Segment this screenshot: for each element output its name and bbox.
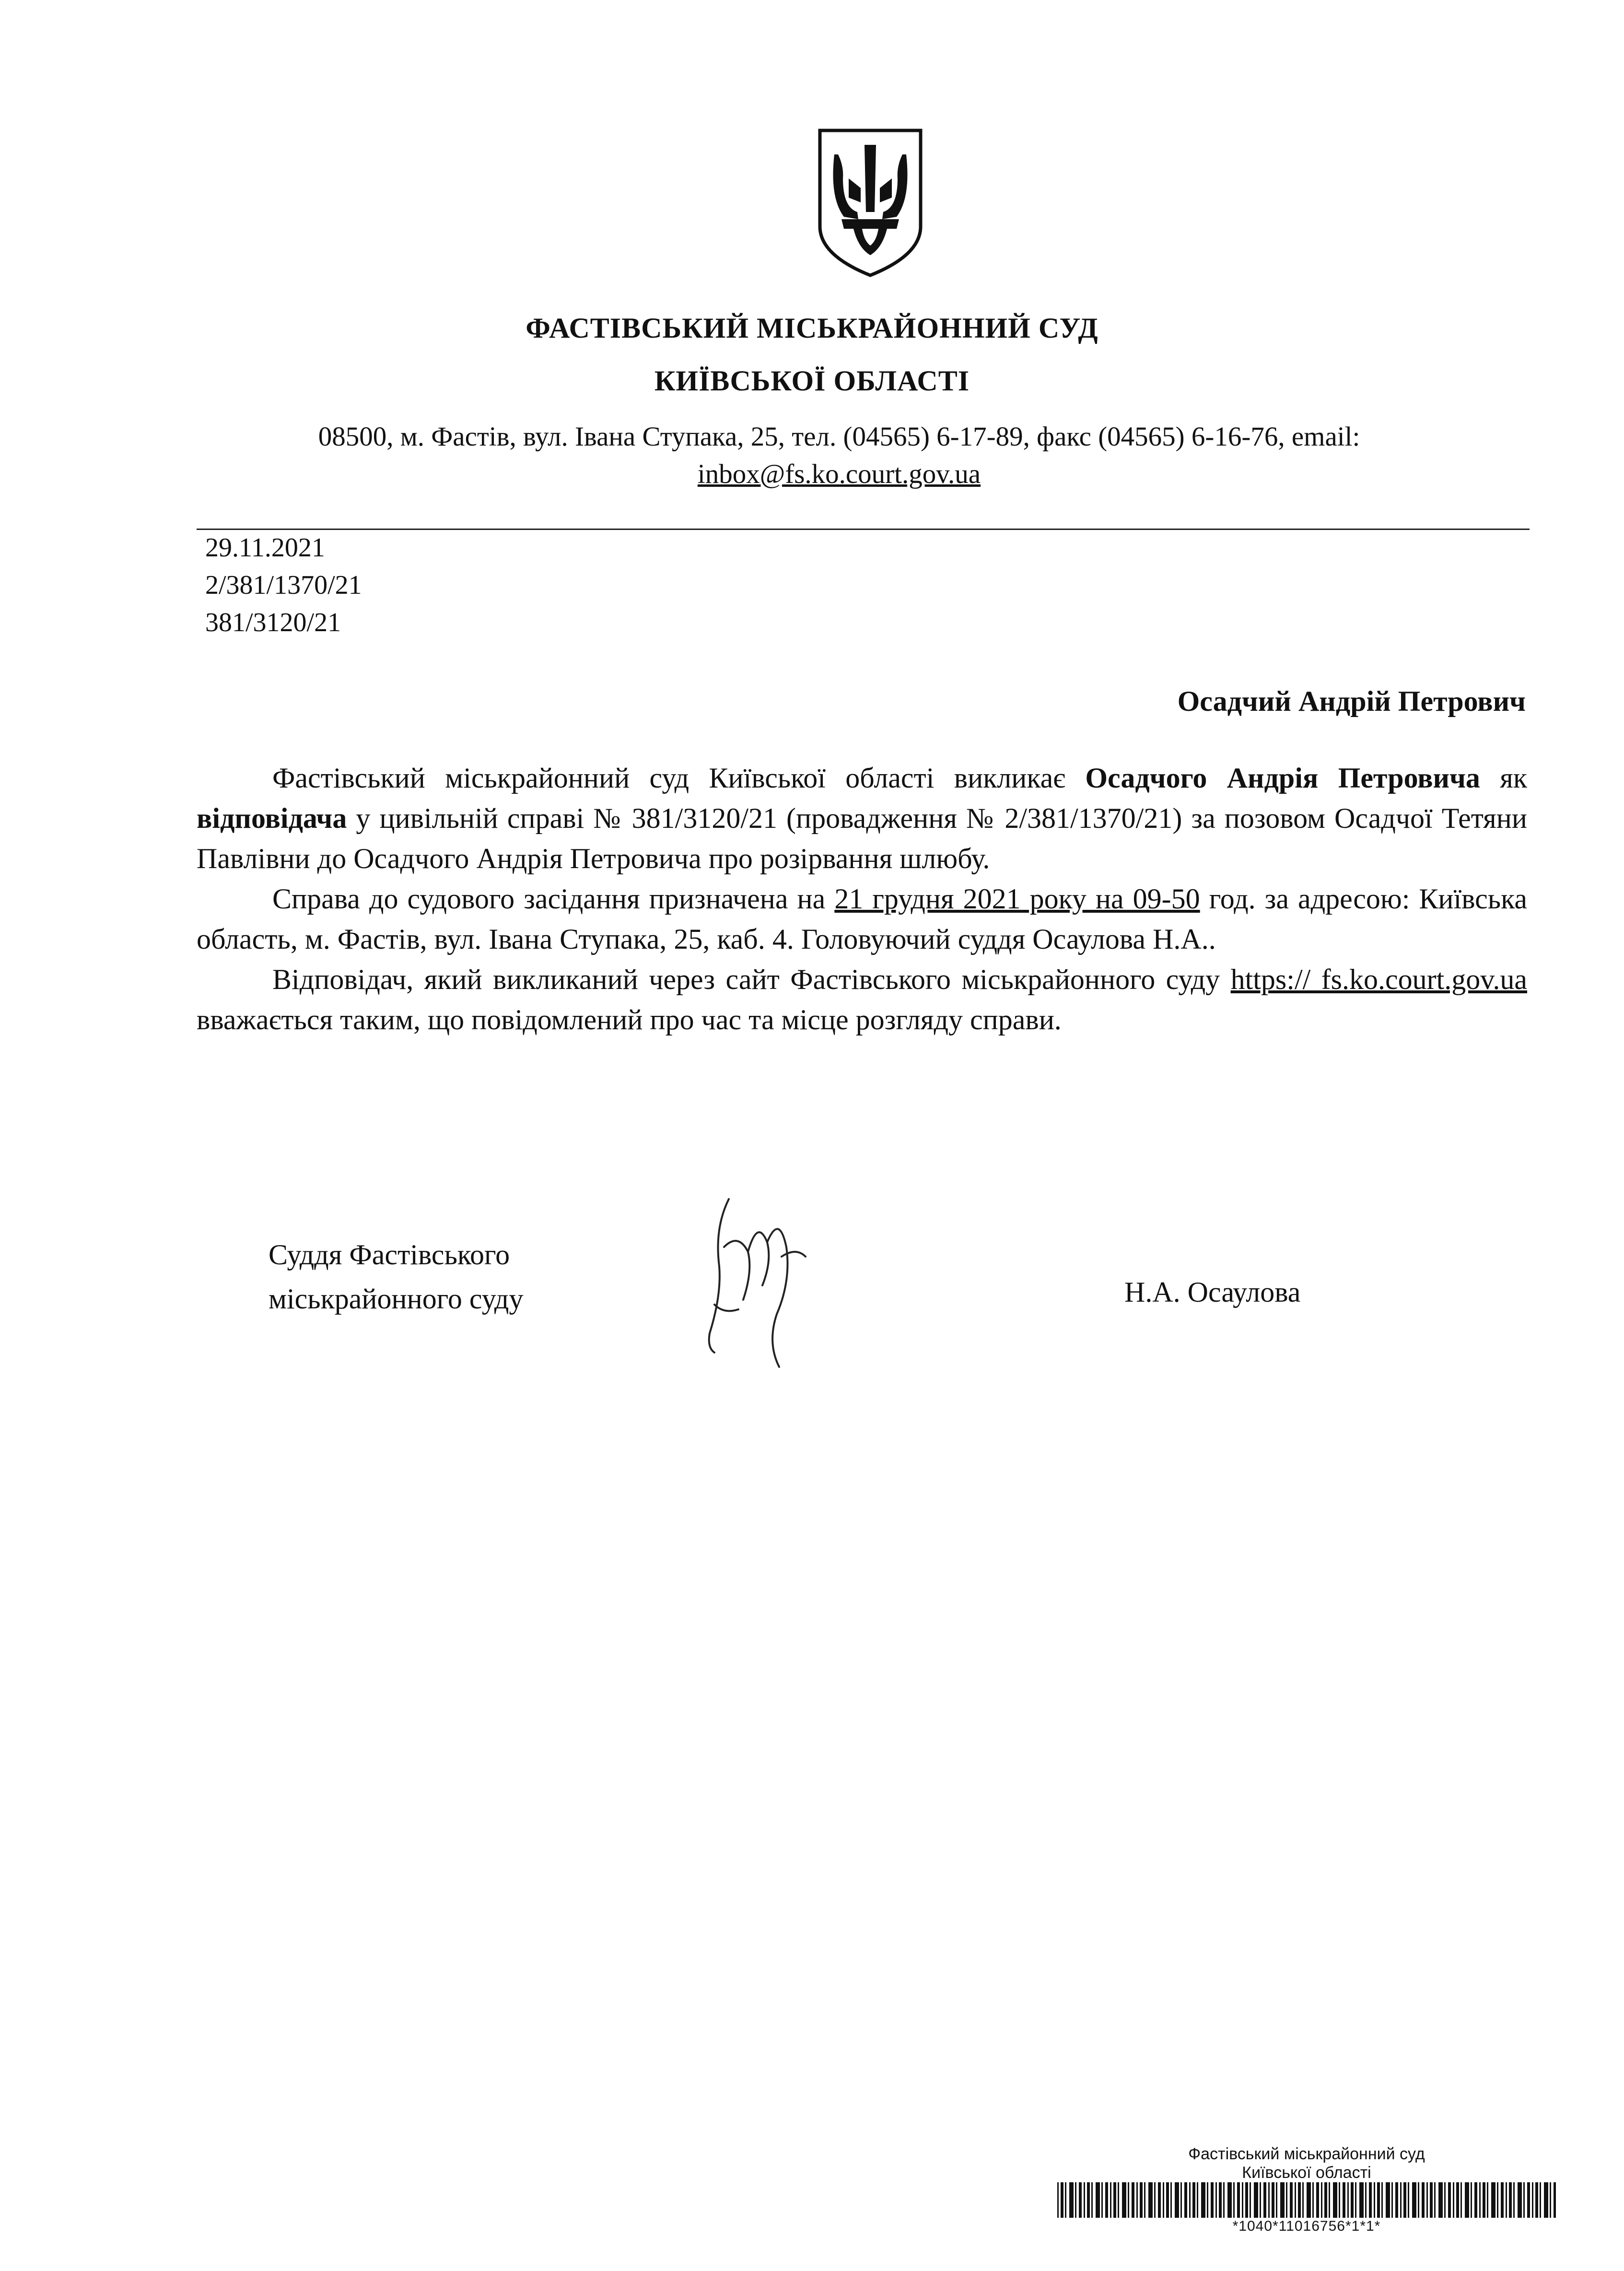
stamp-court-region: Київської області — [1242, 2164, 1371, 2182]
paragraph-text: як — [1500, 762, 1527, 794]
judge-title — [269, 1233, 523, 1321]
stamp-court-name: Фастівський міськрайонний суд — [1188, 2145, 1425, 2163]
judge-title-line: міськрайонного суду — [269, 1283, 524, 1315]
judge-title-line: Суддя Фастівського — [269, 1239, 510, 1271]
paragraph-text: Відповідач, який викликаний через сайт Фастівського міськрайонного суду — [272, 964, 1220, 995]
hearing-datetime: 21 грудня 2021 року на 09-50 — [834, 883, 1200, 915]
proceeding-number: 2/381/1370/21 — [205, 570, 362, 600]
paragraph-text: год. за адресою: Київська область, м. Фастів, вул. Івана Ступака, 25, каб. 4. Головуючий суддя Осаулова Н.А.. — [197, 883, 1528, 955]
hearing-paragraph — [197, 879, 1527, 959]
court-address: 08500, м. Фастів, вул. Івана Ступака, 25, тел. (04565) 6-17-89, факс (04565) 6-16-76, email: — [318, 422, 1360, 452]
letter-date: 29.11.2021 — [205, 533, 325, 563]
paragraph-text: у цивільній справі № 381/3120/21 (провадження № 2/381/1370/21) за позовом Осадчої Тетяни Павлівни до Осадчого Андрія Петровича про розірвання шлюбу. — [197, 802, 1527, 874]
court-region: КИЇВСЬКОЇ ОБЛАСТІ — [654, 365, 970, 397]
notice-paragraph — [197, 959, 1527, 1040]
court-website-link[interactable]: https:// fs.ko.court.gov.ua — [1230, 964, 1528, 995]
header-divider — [197, 529, 1530, 530]
paragraph-text: Фастівський міськрайонний суд Київської області викликає — [272, 762, 1066, 794]
paragraph-text: Справа до судового засідання призначена на — [272, 883, 826, 915]
paragraph-text: вважається таким, що повідомлений про час та місце розгляду справи. — [197, 1004, 1062, 1035]
court-email-link[interactable]: inbox@fs.ko.court.gov.ua — [697, 459, 981, 489]
handwritten-signature-icon — [695, 1189, 820, 1372]
defendant-role: відповідача — [197, 802, 347, 834]
judge-name: Н.А. Осаулова — [1124, 1276, 1301, 1308]
barcode-icon — [1057, 2182, 1556, 2218]
summons-paragraph — [197, 758, 1527, 879]
court-name: ФАСТІВСЬКИЙ МІСЬКРАЙОННИЙ СУД — [526, 312, 1098, 344]
trident-emblem-icon — [815, 126, 925, 279]
barcode-number: *1040*11016756*1*1* — [1232, 2218, 1381, 2234]
summons-body — [197, 758, 1527, 1040]
addressee-name: Осадчий Андрій Петрович — [1177, 685, 1526, 717]
defendant-name: Осадчого Андрія Петровича — [1085, 762, 1480, 794]
court-contacts — [201, 418, 1477, 493]
registry-stamp — [1055, 2144, 1558, 2235]
case-number: 381/3120/21 — [205, 608, 341, 637]
